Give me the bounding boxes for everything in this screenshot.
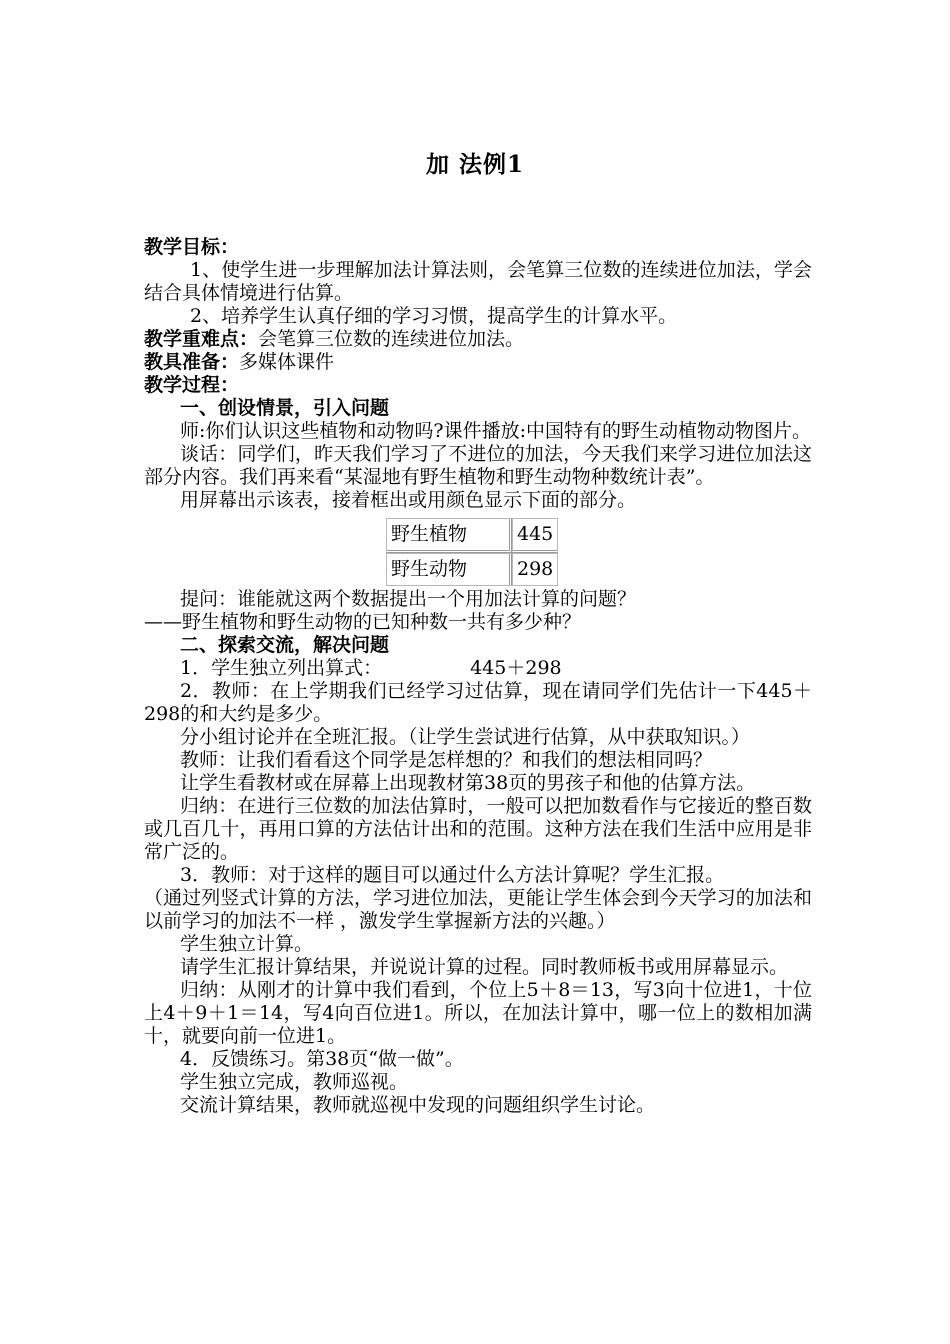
tools-label: 教具准备： xyxy=(144,351,240,373)
key-points-line xyxy=(144,328,812,351)
key-points-label: 教学重难点： xyxy=(144,328,259,350)
section2-step-4: 4．反馈练习。第38页“做一做”。 xyxy=(180,1048,464,1070)
section2-paragraph-9: 学生独立计算。 xyxy=(180,933,314,955)
section2-step-3: 3．教师：对于这样的题目可以通过什么方法计算呢？学生汇报。 xyxy=(180,864,725,886)
section1-heading: 一、创设情景，引入问题 xyxy=(180,397,390,419)
section1-paragraph-4: 提问：谁能就这两个数据提出一个用加法计算的问题？ xyxy=(180,588,637,610)
section2-paragraph-6: 归纳：在进行三位数的加法估算时，一般可以把加数看作与它接近的整百数或几百几十，再用口算的方法估计出和的范围。这种方法在我们生活中应用是非常广泛的。 xyxy=(144,795,812,863)
section2-paragraph-10: 请学生汇报计算结果，并说说计算的过程。同时教师板书或用屏幕显示。 xyxy=(180,956,789,978)
tools-text: 多媒体课件 xyxy=(239,351,335,373)
section2-step-2: 2．教师：在上学期我们已经学习过估算，现在请同学们先估计一下445＋298的和大约是多少。 xyxy=(144,680,812,725)
section2-paragraph-3: 分小组讨论并在全班汇报。（让学生尝试进行估算，从中获取知识。） xyxy=(180,726,751,748)
objectives-heading: 教学目标： xyxy=(144,236,240,258)
section2-paragraph-4: 教师：让我们看看这个同学是怎样想的？和我们的想法相同吗？ xyxy=(180,749,713,771)
table-cell-value: 298 xyxy=(512,553,558,586)
step-1-expression: 445＋298 xyxy=(470,657,562,679)
objective-item-1: 1、使学生进一步理解加法计算法则，会笔算三位数的连续进位加法，学会结合具体情境进行估算。 xyxy=(144,259,812,304)
table-row xyxy=(386,518,558,553)
step-1-text: 1．学生独立列出算式： xyxy=(180,657,383,679)
key-points-text: 会笔算三位数的连续进位加法。 xyxy=(258,328,525,350)
section2-paragraph-8: （通过列竖式计算的方法，学习进位加法，更能让学生体会到今天学习的加法和以前学习的加法不一样 ，激发学生掌握新方法的兴趣。） xyxy=(144,887,812,932)
table-cell-value: 445 xyxy=(512,518,558,553)
section2-step-1 xyxy=(144,657,812,680)
table-cell-label: 野生动物 xyxy=(386,553,512,586)
section1-paragraph-1: 师:你们认识这些植物和动物吗?课件播放:中国特有的野生动植物动物图片。 xyxy=(180,420,811,442)
objective-item-2: 2、培养学生认真仔细的学习习惯，提高学生的计算水平。 xyxy=(190,305,678,327)
section2-paragraph-11: 归纳：从刚才的计算中我们看到，个位上5＋8＝13，写3向十位进1，十位上4＋9＋1＝14，写4向百位进1。所以，在加法计算中，哪一位上的数相加满十，就要向前一位进1。 xyxy=(144,979,812,1047)
section2-paragraph-5: 让学生看教材或在屏幕上出现教材第38页的男孩子和他的估算方法。 xyxy=(180,772,756,794)
section2-heading: 二、探索交流，解决问题 xyxy=(180,634,390,656)
section1-paragraph-2: 谈话：同学们，昨天我们学习了不进位的加法，今天我们来学习进位加法这部分内容。我们再来看“某湿地有野生植物和野生动物种数统计表”。 xyxy=(144,443,812,488)
section2-paragraph-13: 学生独立完成，教师巡视。 xyxy=(180,1071,409,1093)
section1-paragraph-5: ——野生植物和野生动物的已知种数一共有多少种？ xyxy=(144,611,582,633)
species-table-wrapper xyxy=(386,518,812,586)
process-heading: 教学过程： xyxy=(144,374,240,396)
species-table xyxy=(386,518,558,586)
table-cell-label: 野生植物 xyxy=(386,518,512,553)
table-row xyxy=(386,553,558,586)
tools-line xyxy=(144,351,812,374)
section1-paragraph-3: 用屏幕出示该表，接着框出或用颜色显示下面的部分。 xyxy=(180,489,637,511)
document-title: 加 法例1 xyxy=(425,151,524,178)
section2-paragraph-14: 交流计算结果，教师就巡视中发现的问题组织学生讨论。 xyxy=(180,1094,656,1116)
document-body xyxy=(144,236,812,1117)
